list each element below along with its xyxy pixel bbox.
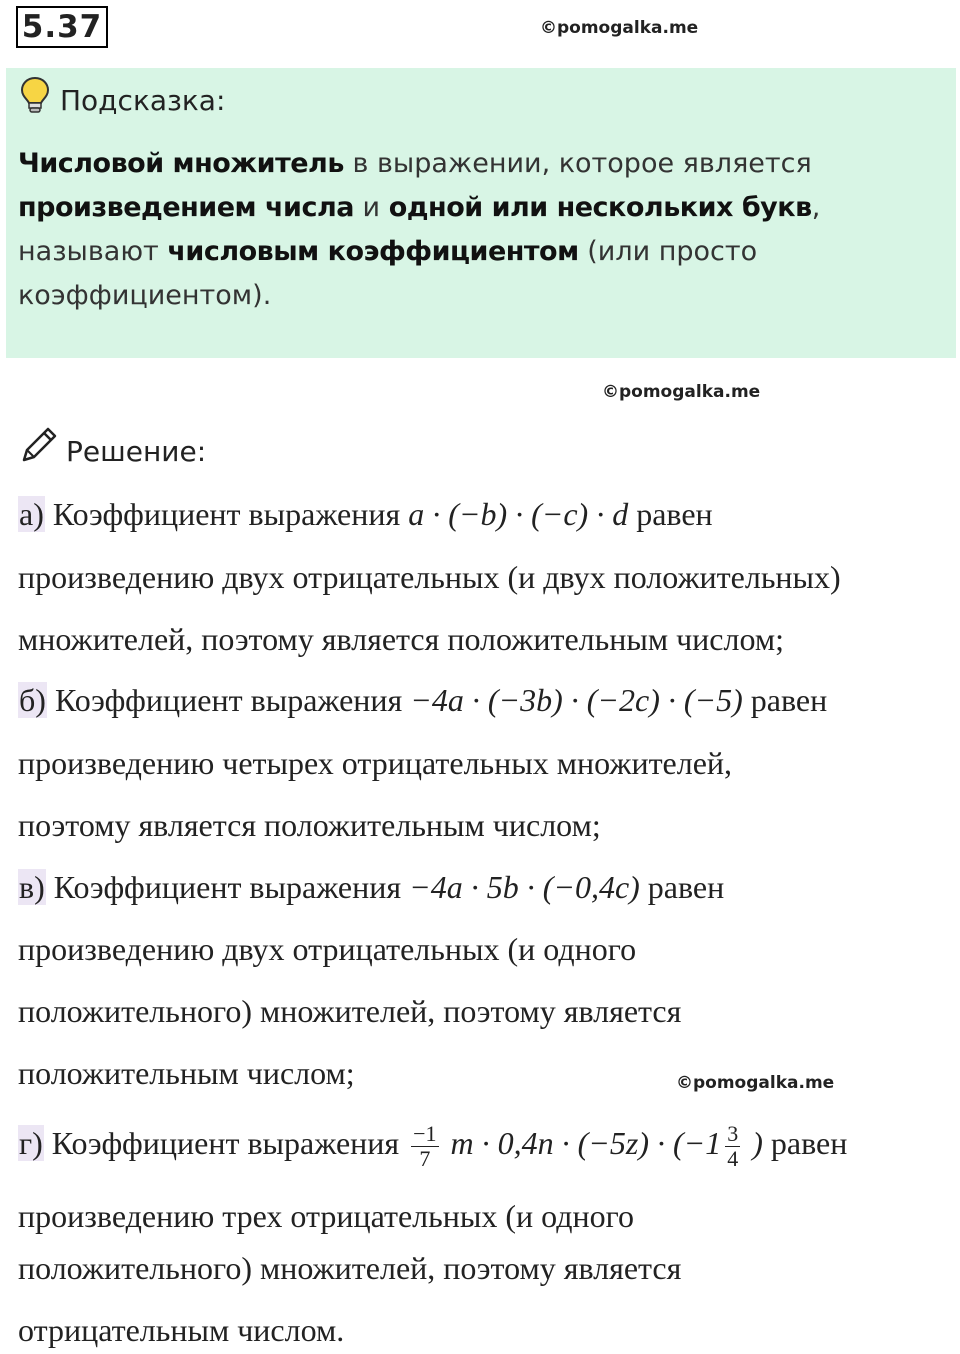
hint-term: одной или нескольких букв (388, 192, 812, 223)
lightbulb-icon (20, 76, 50, 125)
fraction: $\frac{3}{4}$ (727, 1121, 739, 1172)
math-expression: a · (−b) · (−c) · d (408, 496, 629, 532)
solution-header (18, 424, 206, 479)
math-expression: −4a · 5b · (−0,4c) (409, 869, 640, 905)
watermark: ©pomogalka.me (602, 382, 761, 402)
solution-b-line3: поэтому является положительным числом; (18, 807, 601, 843)
problem-number: 5.37 (16, 6, 108, 48)
solution-a-line2: произведению двух отрицательных (и двух положительных) (18, 559, 841, 595)
hint-text: Числовой множитель в выражении, которое является произведением числа и одной или нескольких букв, называют числовым коэффициентом (или просто коэффициентом). (18, 148, 821, 311)
solution-b-line1: б) Коэффициент выражения −4a · (−3b) · (−2c) · (−5) равен (19, 682, 828, 718)
solution-title: Решение: (66, 434, 207, 468)
hint-term: числовым коэффициентом (167, 236, 579, 267)
hint-term: Числовой множитель (18, 148, 344, 179)
solution-b-line2: произведению четырех отрицательных множителей, (18, 745, 733, 781)
solution-c-line1: в) Коэффициент выражения −4a · 5b · (−0,4c) равен (19, 869, 725, 905)
hint-header (20, 76, 225, 125)
hint-term: произведением числа (18, 192, 354, 223)
fraction: $\frac{-1}{7}$ (413, 1121, 437, 1172)
item-label: в) (19, 869, 45, 905)
item-label: г) (19, 1125, 43, 1161)
solution-a-line1: а) Коэффициент выражения a · (−b) · (−c) · d равен (19, 496, 713, 532)
solution-c-line2: произведению двух отрицательных (и одного (18, 931, 637, 967)
solution-d-line1: г) Коэффициент выражения $\frac{-1}{7}$ m · 0,4n · (−5z) · (−1 $\frac{3}{4}$ ) равен (19, 1121, 848, 1172)
pencil-icon (18, 424, 60, 479)
math-expression: m · 0,4n · (−5z) · (−1 (442, 1125, 722, 1161)
hint-title: Подсказка: (60, 83, 226, 117)
solution-c-line4: положительным числом; (18, 1055, 355, 1091)
solution-d-line3: положительного) множителей, поэтому является (18, 1250, 682, 1286)
watermark: ©pomogalka.me (540, 18, 699, 38)
solution-d-line4: отрицательным числом. (18, 1312, 345, 1348)
solution-a-line3: множителей, поэтому является положительным числом; (18, 621, 784, 657)
solution-c-line3: положительного) множителей, поэтому является (18, 993, 682, 1029)
item-label: а) (19, 496, 44, 532)
item-label: б) (19, 682, 46, 718)
watermark: ©pomogalka.me (676, 1073, 835, 1093)
math-expression: −4a · (−3b) · (−2c) · (−5) (410, 682, 743, 718)
solution-d-line2: произведению трех отрицательных (и одного (18, 1198, 634, 1234)
